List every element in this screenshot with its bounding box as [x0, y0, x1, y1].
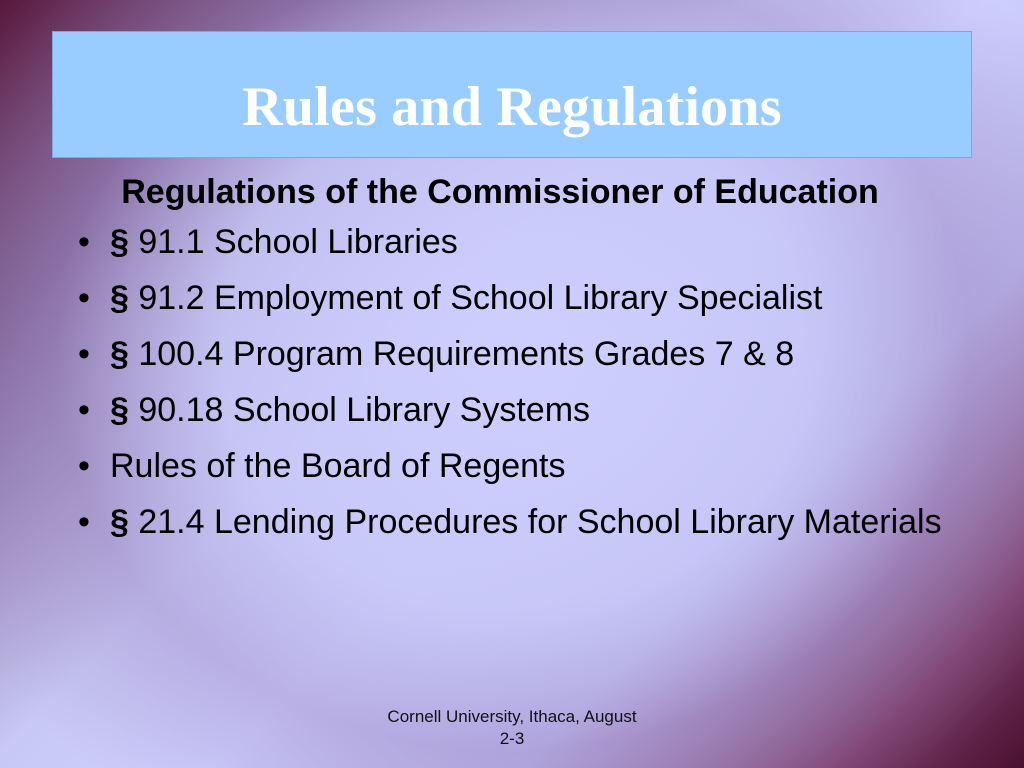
bullet-icon: •: [78, 447, 90, 485]
list-item: [72, 448, 972, 484]
section-symbol: §: [110, 391, 129, 429]
title-box: [52, 31, 972, 158]
section-symbol: §: [110, 223, 129, 261]
slide-subheading: Regulations of the Commissioner of Education: [121, 173, 879, 211]
bullet-list: [72, 224, 972, 540]
bullet-icon: •: [78, 279, 90, 317]
section-symbol: §: [110, 335, 129, 373]
section-symbol: §: [110, 279, 129, 317]
list-item-text: 91.1 School Libraries: [128, 223, 458, 261]
section-symbol: §: [110, 503, 129, 541]
list-item: [72, 224, 972, 260]
list-item: [72, 280, 972, 316]
list-item: [72, 336, 972, 372]
slide-content: [72, 170, 972, 560]
footer-line: Cornell University, Ithaca, August: [387, 707, 637, 726]
bullet-icon: •: [78, 391, 90, 429]
list-item-text: Rules of the Board of Regents: [110, 447, 566, 485]
list-item-text: 91.2 Employment of School Library Specialist: [128, 279, 823, 317]
bullet-icon: •: [78, 503, 90, 541]
bullet-icon: •: [78, 223, 90, 261]
list-item: [72, 392, 972, 428]
list-item-text: 100.4 Program Requirements Grades 7 & 8: [128, 335, 795, 373]
slide-footer: [352, 706, 672, 750]
list-item: [72, 504, 972, 540]
list-item-text: 90.18 School Library Systems: [128, 391, 591, 429]
list-item-text: 21.4 Lending Procedures for School Library Materials: [128, 503, 942, 541]
bullet-icon: •: [78, 335, 90, 373]
footer-line: 2-3: [499, 729, 525, 748]
slide-title: Rules and Regulations: [242, 75, 782, 138]
